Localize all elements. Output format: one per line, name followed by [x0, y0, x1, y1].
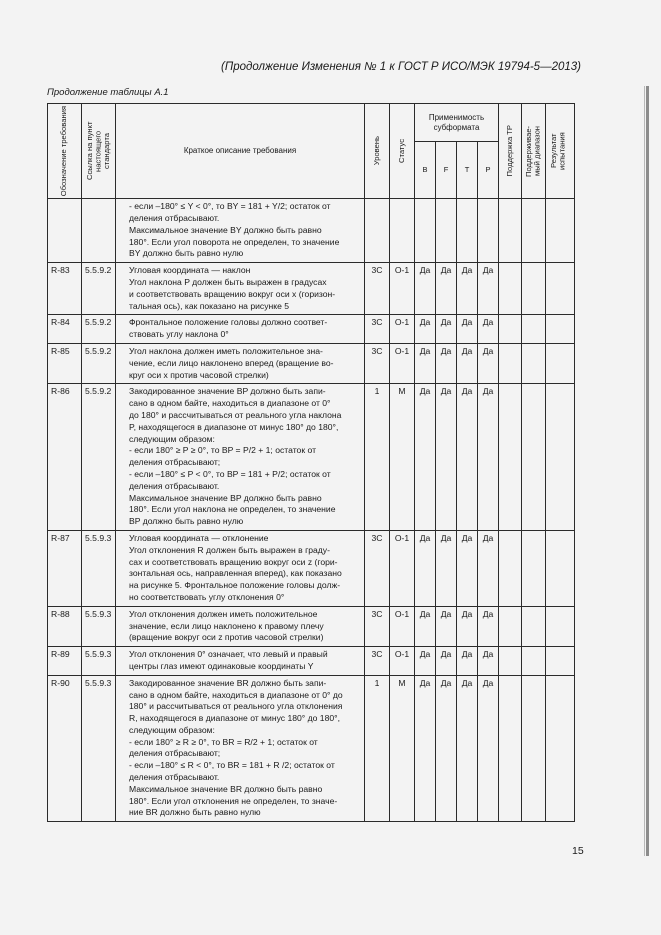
status: [390, 199, 415, 263]
description-line: следующим образом:: [129, 433, 215, 444]
description-line: P, находящегося в диапазоне от минус 180° до 180°,: [129, 421, 339, 432]
tr-support: [499, 343, 522, 383]
level: 1: [365, 675, 390, 822]
test-result: [546, 263, 575, 315]
page-edge: [646, 86, 649, 856]
description-line: деления отбрасывают;: [129, 457, 221, 468]
range-support: [522, 343, 546, 383]
col-tr-support: Поддержка TP: [499, 104, 522, 199]
requirement-id: R-85: [48, 343, 82, 383]
description-line: 180°. Если угол поворота не определен, то значение: [129, 236, 340, 247]
col-sub-b: B: [415, 142, 436, 199]
col-test-result: Результат испытания: [546, 104, 575, 199]
tr-support: [499, 263, 522, 315]
reference: 5.5.9.3: [82, 675, 116, 822]
description-line: деления отбрасывают.: [129, 480, 220, 491]
requirement-id: R-89: [48, 647, 82, 676]
description-line: круг оси x против часовой стрелки): [129, 369, 269, 380]
sub-p: Да: [478, 343, 499, 383]
range-support: [522, 675, 546, 822]
description-line: сано в одном байте, находиться в диапазоне от 0° до: [129, 689, 343, 700]
description-line: чение, если лицо наклонено вперед (вращение во-: [129, 357, 334, 368]
requirement-description: [116, 647, 365, 676]
requirement-description: [116, 675, 365, 822]
reference: 5.5.9.3: [82, 606, 116, 646]
level: 1: [365, 384, 390, 531]
col-applicability: Применимость субформата: [415, 104, 499, 142]
level: [365, 199, 390, 263]
test-result: [546, 343, 575, 383]
range-support: [522, 384, 546, 531]
reference: 5.5.9.2: [82, 343, 116, 383]
sub-p: Да: [478, 675, 499, 822]
sub-p: Да: [478, 263, 499, 315]
description-line: - если 180° ≥ P ≥ 0°, то BP = P/2 + 1; остаток от: [129, 445, 317, 456]
test-result: [546, 199, 575, 263]
table-row: [48, 530, 575, 606]
description-line: Максимальное значение BY должно быть равно: [129, 224, 322, 235]
sub-f: Да: [436, 606, 457, 646]
range-support: [522, 315, 546, 344]
description-line: Закодированное значение BP должно быть запи-: [129, 386, 326, 397]
description-line: деления отбрасывают;: [129, 748, 221, 759]
description-line: деления отбрасывают.: [129, 213, 220, 224]
requirement-description: [116, 606, 365, 646]
requirements-table: [47, 103, 575, 822]
sub-p: Да: [478, 384, 499, 531]
sub-t: [457, 199, 478, 263]
col-designation: Обозначение требования: [48, 104, 82, 199]
description-line: Угол наклона должен иметь положительное зна-: [129, 345, 323, 356]
level: 3C: [365, 530, 390, 606]
reference: 5.5.9.2: [82, 315, 116, 344]
sub-p: Да: [478, 315, 499, 344]
table-row: [48, 315, 575, 344]
tr-support: [499, 647, 522, 676]
description-line: зонтальная ось, направленная вперед), как показано: [129, 568, 342, 579]
sub-t: Да: [457, 343, 478, 383]
description-line: Угловая координата — наклон: [129, 265, 251, 276]
description-line: 180° и рассчитываться от реального угла отклонения: [129, 701, 343, 712]
sub-t: Да: [457, 384, 478, 531]
sub-b: Да: [415, 606, 436, 646]
col-description: Краткое описание требования: [116, 104, 365, 199]
sub-p: [478, 199, 499, 263]
requirement-id: R-83: [48, 263, 82, 315]
description-line: Угол отклонения R должен быть выражен в граду-: [129, 544, 330, 555]
level: 3C: [365, 606, 390, 646]
sub-f: Да: [436, 675, 457, 822]
table-row: [48, 647, 575, 676]
description-line: значение, если лицо наклонено к правому плечу: [129, 620, 324, 631]
sub-p: Да: [478, 647, 499, 676]
col-reference: Ссылка на пункт настоящего стандарта: [82, 104, 116, 199]
sub-t: Да: [457, 647, 478, 676]
status: O-1: [390, 647, 415, 676]
requirement-id: R-87: [48, 530, 82, 606]
range-support: [522, 530, 546, 606]
description-line: сано в одном байте, находиться в диапазоне от 0°: [129, 398, 331, 409]
description-line: Максимальное значение BP должно быть равно: [129, 492, 322, 503]
test-result: [546, 384, 575, 531]
description-line: (вращение вокруг оси z против часовой стрелки): [129, 632, 324, 643]
description-line: Угол наклона P должен быть выражен в градусах: [129, 277, 327, 287]
description-line: ние BR должно быть равно нулю: [129, 807, 261, 818]
tr-support: [499, 675, 522, 822]
test-result: [546, 606, 575, 646]
sub-t: Да: [457, 675, 478, 822]
description-line: Максимальное значение BR должно быть равно: [129, 783, 323, 794]
table-row: [48, 384, 575, 531]
sub-p: Да: [478, 606, 499, 646]
col-sub-t: T: [457, 142, 478, 199]
requirement-id: R-86: [48, 384, 82, 531]
tr-support: [499, 384, 522, 531]
requirement-description: [116, 343, 365, 383]
description-line: R, находящегося в диапазоне от минус 180° до 180°,: [129, 713, 340, 724]
sub-b: Да: [415, 343, 436, 383]
description-line: - если –180° ≤ P < 0°, то BP = 181 + P/2; остаток от: [129, 468, 331, 479]
status: O-1: [390, 530, 415, 606]
col-range-support: Поддерживае-мый диапазон: [522, 104, 546, 199]
sub-b: Да: [415, 675, 436, 822]
sub-p: Да: [478, 530, 499, 606]
description-line: - если –180° ≤ R < 0°, то BR = 181 + R /2; остаток от: [129, 760, 335, 771]
sub-b: Да: [415, 315, 436, 344]
description-line: деления отбрасывают.: [129, 772, 220, 783]
description-line: - если 180° ≥ R ≥ 0°, то BR = R/2 + 1; остаток от: [129, 736, 318, 747]
sub-f: Да: [436, 647, 457, 676]
col-level: Уровень: [365, 104, 390, 199]
sub-f: Да: [436, 530, 457, 606]
status: M: [390, 384, 415, 531]
test-result: [546, 530, 575, 606]
table-row: [48, 199, 575, 263]
level: 3C: [365, 343, 390, 383]
status: M: [390, 675, 415, 822]
requirement-description: [116, 530, 365, 606]
description-line: но соответствовать углу отклонения 0°: [129, 591, 285, 602]
sub-f: Да: [436, 384, 457, 531]
range-support: [522, 647, 546, 676]
range-support: [522, 199, 546, 263]
status: O-1: [390, 263, 415, 315]
description-line: на рисунке 5. Фронтальное положение головы долж-: [129, 580, 341, 591]
description-line: Угол отклонения 0° означает, что левый и правый: [129, 649, 328, 660]
requirement-description: [116, 315, 365, 344]
description-line: 180°. Если угол наклона не определен, то значение: [129, 504, 336, 515]
test-result: [546, 647, 575, 676]
requirement-id: R-84: [48, 315, 82, 344]
test-result: [546, 315, 575, 344]
table-continuation-caption: Продолжение таблицы А.1: [47, 87, 169, 98]
reference: 5.5.9.3: [82, 647, 116, 676]
status: O-1: [390, 606, 415, 646]
tr-support: [499, 530, 522, 606]
description-line: Закодированное значение BR должно быть запи-: [129, 677, 327, 688]
sub-b: Да: [415, 647, 436, 676]
description-line: - если –180° ≤ Y < 0°, то BY = 181 + Y/2; остаток от: [129, 201, 331, 212]
description-line: Фронтальное положение головы должно соответ-: [129, 317, 328, 328]
tr-support: [499, 199, 522, 263]
description-line: центры глаз имеют одинаковые координаты Y: [129, 660, 314, 671]
description-line: BP должно быть равно нулю: [129, 516, 244, 527]
description-line: тальная ось), как показано на рисунке 5: [129, 300, 290, 311]
description-line: следующим образом:: [129, 724, 215, 735]
tr-support: [499, 315, 522, 344]
reference: 5.5.9.2: [82, 263, 116, 315]
status: O-1: [390, 315, 415, 344]
requirement-id: R-90: [48, 675, 82, 822]
table-row: [48, 343, 575, 383]
requirement-id: [48, 199, 82, 263]
description-line: Угловая координата — отклонение: [129, 532, 269, 543]
range-support: [522, 606, 546, 646]
table-row: [48, 263, 575, 315]
reference: 5.5.9.3: [82, 530, 116, 606]
page-number: 15: [572, 845, 584, 857]
requirement-id: R-88: [48, 606, 82, 646]
requirement-description: [116, 263, 365, 315]
description-line: и соответствовать вращению вокруг оси x (горизон-: [129, 288, 336, 299]
description-line: ствовать углу наклона 0°: [129, 329, 229, 340]
sub-b: Да: [415, 263, 436, 315]
sub-f: [436, 199, 457, 263]
sub-t: Да: [457, 263, 478, 315]
document-header: (Продолжение Изменения № 1 к ГОСТ Р ИСО/МЭК 19794-5—2013): [221, 61, 581, 73]
level: 3C: [365, 263, 390, 315]
level: 3C: [365, 315, 390, 344]
sub-t: Да: [457, 315, 478, 344]
test-result: [546, 675, 575, 822]
requirement-description: [116, 199, 365, 263]
table-row: [48, 606, 575, 646]
reference: [82, 199, 116, 263]
sub-b: [415, 199, 436, 263]
col-sub-f: F: [436, 142, 457, 199]
tr-support: [499, 606, 522, 646]
level: 3C: [365, 647, 390, 676]
col-sub-p: P: [478, 142, 499, 199]
sub-t: Да: [457, 606, 478, 646]
description-line: Угол отклонения должен иметь положительное: [129, 608, 318, 619]
table-row: [48, 675, 575, 822]
description-line: сах и соответствовать вращению вокруг оси z (гори-: [129, 556, 338, 567]
sub-b: Да: [415, 384, 436, 531]
range-support: [522, 263, 546, 315]
description-line: 180°. Если угол отклонения не определен, то значе-: [129, 795, 338, 806]
page-edge-line: [644, 86, 645, 856]
sub-f: Да: [436, 315, 457, 344]
description-line: BY должно быть равно нулю: [129, 248, 244, 259]
sub-f: Да: [436, 263, 457, 315]
description-line: до 180° и рассчитываться от реального угла наклона: [129, 409, 342, 420]
col-status: Статус: [390, 104, 415, 199]
reference: 5.5.9.2: [82, 384, 116, 531]
status: O-1: [390, 343, 415, 383]
requirement-description: [116, 384, 365, 531]
sub-t: Да: [457, 530, 478, 606]
sub-f: Да: [436, 343, 457, 383]
sub-b: Да: [415, 530, 436, 606]
